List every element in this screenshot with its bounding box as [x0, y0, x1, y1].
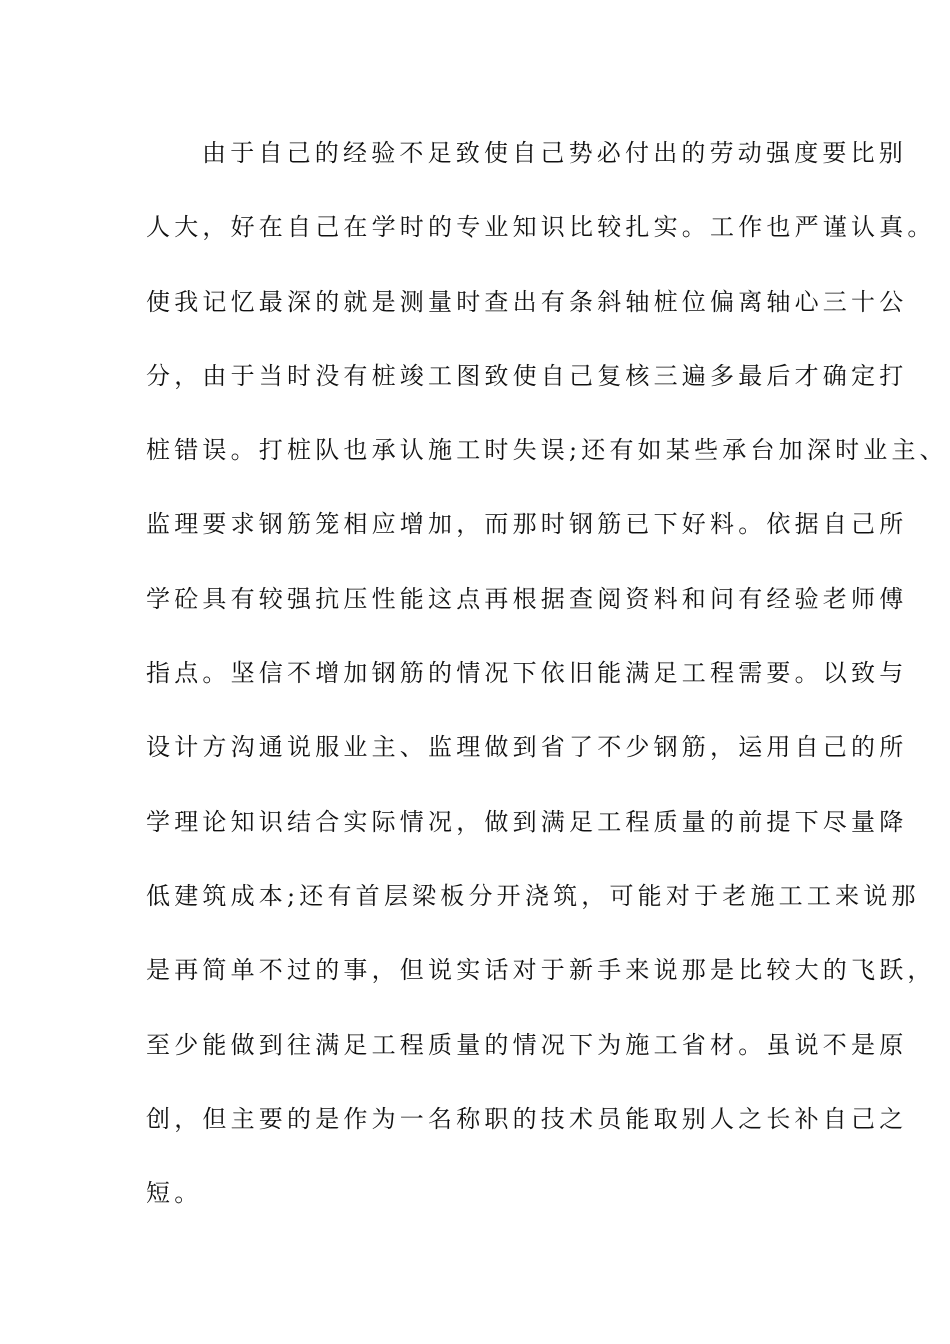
- paragraph-line-15: 短。: [146, 1179, 203, 1208]
- paragraph-line-3: 使我记忆最深的就是测量时查出有条斜轴桩位偏离轴心三十公: [146, 287, 908, 316]
- paragraph-line-5: 桩错误。打桩队也承认施工时失误;还有如某些承台加深时业主、: [146, 436, 948, 465]
- paragraph-line-14: 创，但主要的是作为一名称职的技术员能取别人之长补自己之: [146, 1104, 908, 1133]
- paragraph-line-2: 人大，好在自己在学时的专业知识比较扎实。工作也严谨认真。: [146, 213, 936, 242]
- paragraph-line-8: 指点。坚信不增加钢筋的情况下依旧能满足工程需要。以致与: [146, 659, 908, 688]
- paragraph-line-1: 由于自己的经验不足致使自己势必付出的劳动强度要比别: [202, 139, 907, 167]
- paragraph-line-4: 分，由于当时没有桩竣工图致使自己复核三遍多最后才确定打: [146, 361, 908, 390]
- paragraph-line-13: 至少能做到往满足工程质量的情况下为施工省材。虽说不是原: [146, 1030, 908, 1059]
- paragraph-line-10: 学理论知识结合实际情况，做到满足工程质量的前提下尽量降: [146, 807, 908, 836]
- paragraph-line-9: 设计方沟通说服业主、监理做到省了不少钢筋，运用自己的所: [146, 733, 908, 762]
- body-paragraph: [146, 129, 948, 1243]
- paragraph-line-12: 是再简单不过的事，但说实话对于新手来说那是比较大的飞跃，: [146, 956, 936, 985]
- paragraph-line-6: 监理要求钢筋笼相应增加，而那时钢筋已下好料。依据自己所: [146, 510, 908, 539]
- paragraph-line-11: 低建筑成本;还有首层梁板分开浇筑，可能对于老施工工来说那: [146, 881, 920, 910]
- paragraph-line-7: 学砼具有较强抗压性能这点再根据查阅资料和问有经验老师傅: [146, 584, 908, 613]
